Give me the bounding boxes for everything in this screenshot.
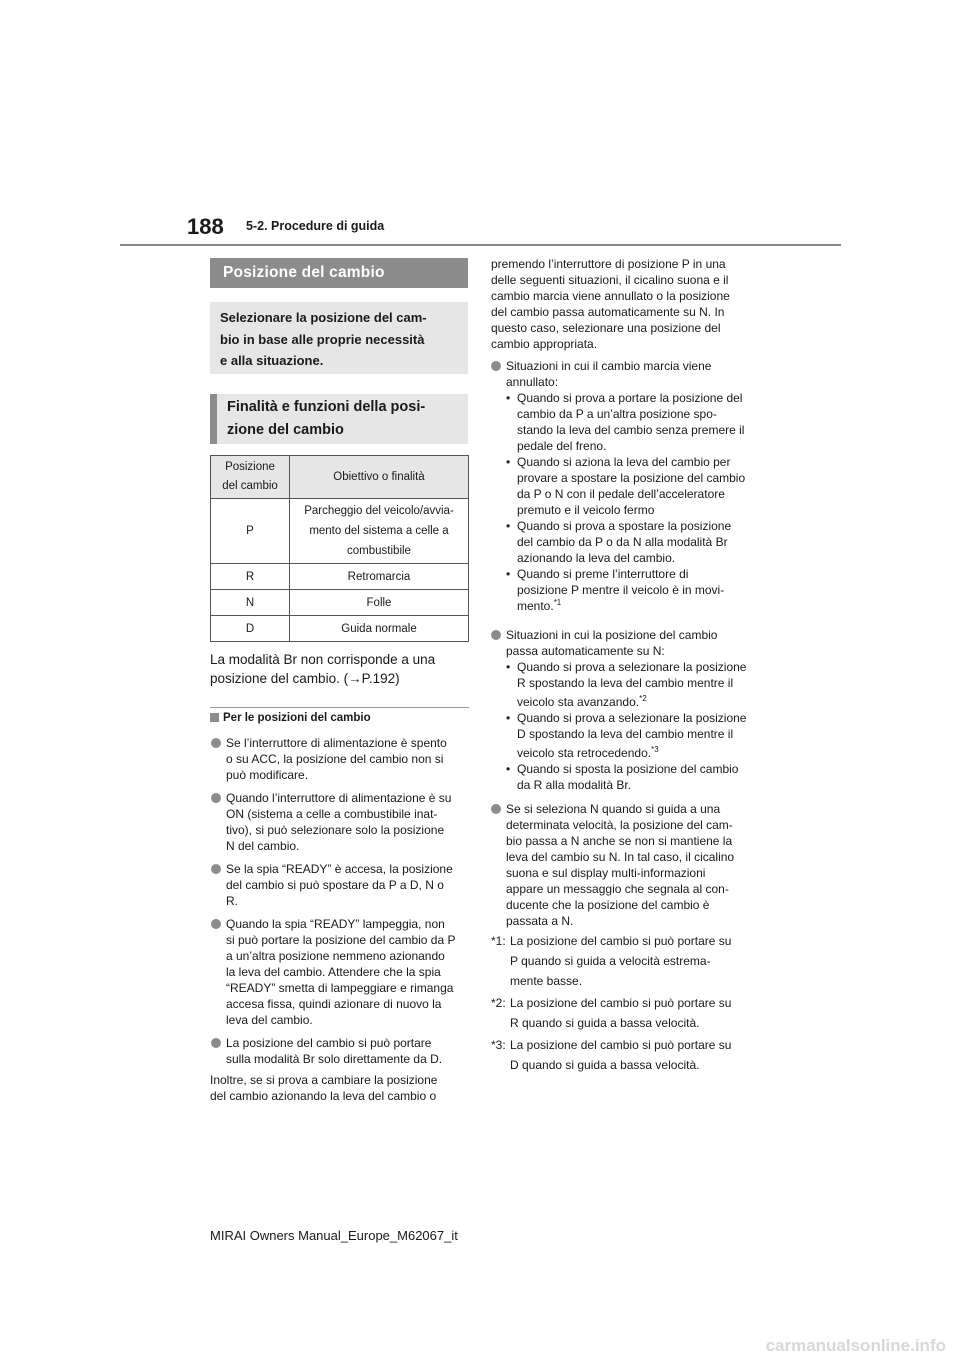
lead-paragraph <box>491 256 753 352</box>
notes-heading <box>210 712 371 724</box>
footnote <box>491 931 753 991</box>
sub-item-line: Quando si prova a selezionare la posizione <box>517 660 747 674</box>
note-bullet <box>211 735 471 785</box>
lead-line: premendo l’interruttore di posizione P in una <box>491 257 726 271</box>
footnote-ref: *3 <box>651 745 659 754</box>
table-header-position <box>211 456 290 499</box>
bullet-line: sulla modalità Br solo direttamente da D. <box>226 1052 443 1066</box>
intro-line: Selezionare la posizione del cam- <box>220 310 427 325</box>
gear-position: P <box>211 499 290 564</box>
intro-line: e alla situazione. <box>220 353 324 368</box>
lead-line: del cambio passa automaticamente su N. In <box>491 305 725 319</box>
bullet-line: Situazioni in cui la posizione del cambio <box>506 628 718 642</box>
footnote-mark: *2: <box>491 996 506 1010</box>
bullet-line: annullato: <box>506 375 559 389</box>
gear-position: R <box>211 564 290 590</box>
dot-marker: • <box>506 660 511 674</box>
sub-item-line: posizione P mentre il veicolo è in movi- <box>517 583 725 597</box>
dot-marker: • <box>506 567 511 581</box>
situation-bullet <box>491 358 753 616</box>
footnote-line: R quando si guida a bassa velocità. <box>510 1016 700 1030</box>
footnote-text <box>510 1035 731 1075</box>
bullet-line: Situazioni in cui il cambio marcia viene <box>506 359 712 373</box>
tail-line: Inoltre, se si prova a cambiare la posizione <box>210 1073 438 1087</box>
sub-item-line: da R alla modalità Br. <box>517 778 632 792</box>
section-title: Posizione del cambio <box>210 258 468 288</box>
note-bullet <box>211 861 471 911</box>
bullet-line: passata a N. <box>506 914 574 928</box>
situation-bullet <box>491 801 753 931</box>
sub-item <box>506 454 753 518</box>
footnote-line: P quando si guida a velocità estrema- <box>510 954 711 968</box>
footnote <box>491 1035 753 1075</box>
dot-marker: • <box>506 762 511 776</box>
bullet-line: può modificare. <box>226 768 309 782</box>
bullet-line: “READY” smetta di lampeggiare e rimanga <box>226 981 454 995</box>
bullet-line: La posizione del cambio si può portare <box>226 1036 432 1050</box>
bullet-text <box>226 916 455 1028</box>
gear-position: D <box>211 616 290 642</box>
br-note <box>210 650 435 688</box>
lead-line: cambio appropriata. <box>491 337 598 351</box>
bullet-dot-icon <box>211 793 221 803</box>
page-number: 188 <box>187 214 224 239</box>
sub-item <box>506 761 753 793</box>
intro-line: bio in base alle proprie necessità <box>220 331 425 347</box>
bullet-text <box>226 861 453 909</box>
footnote-text <box>510 931 731 991</box>
section-label: 5-2. Procedure di guida <box>246 219 385 233</box>
lead-line: delle seguenti situazioni, il cicalino suona e il <box>491 273 729 287</box>
bullet-dot-icon <box>211 919 221 929</box>
bullet-line: ON (sistema a celle a combustibile inat- <box>226 807 438 821</box>
tail-line: del cambio azionando la leva del cambio o <box>210 1089 437 1103</box>
sub-item-line: stando la leva del cambio senza premere il <box>517 423 745 437</box>
footnote-text <box>510 993 731 1033</box>
dot-marker: • <box>506 519 511 533</box>
bullet-text <box>226 790 451 854</box>
table-header-row <box>211 456 469 499</box>
br-note-line: La modalità Br non corrisponde a una <box>210 652 436 667</box>
sub-item <box>506 659 753 710</box>
lead-line: questo caso, selezionare una posizione del <box>491 321 721 335</box>
header-line: Obiettivo o finalità <box>333 470 425 483</box>
bullet-line: Se l’interruttore di alimentazione è spento <box>226 736 447 750</box>
purpose-line: combustibile <box>347 545 411 557</box>
sub-item-text: veicolo sta avanzando. <box>517 695 640 709</box>
sub-item-line: provare a spostare la posizione del cambio <box>517 471 746 485</box>
gear-purpose: Guida normale <box>290 616 469 642</box>
dot-marker: • <box>506 711 511 725</box>
tail-paragraph <box>210 1072 470 1104</box>
bullet-line: Se la spia “READY” è accesa, la posizione <box>226 862 453 876</box>
bullet-dot-icon <box>211 864 221 874</box>
watermark: carmanualsonline.info <box>765 1336 946 1355</box>
sub-item-line <box>517 694 753 710</box>
sub-item-line: Quando si prova a spostare la posizione <box>517 519 732 533</box>
footnote-line: D quando si guida a bassa velocità. <box>510 1058 700 1072</box>
sub-item-line: R spostando la leva del cambio mentre il <box>517 676 734 690</box>
dot-marker: • <box>506 455 511 469</box>
bullet-line: la leva del cambio. Attendere che la spia <box>226 965 441 979</box>
notes-heading-text: Per le posizioni del cambio <box>223 712 371 724</box>
bullet-line: si può portare la posizione del cambio da P <box>226 933 456 947</box>
sub-item-line <box>517 745 753 761</box>
sub-item <box>506 566 753 614</box>
subsection-line: zione del cambio <box>227 422 344 438</box>
subsection-title <box>210 394 468 444</box>
purpose-line: mento del sistema a celle a <box>309 525 449 537</box>
bullet-line: Quando la spia “READY” lampeggia, non <box>226 917 445 931</box>
bullet-line: ducente che la posizione del cambio è <box>506 898 710 912</box>
bullet-text <box>506 358 753 614</box>
sub-item-line: Quando si prova a selezionare la posizione <box>517 711 747 725</box>
sub-item-line: cambio da P a un’altra posizione spo- <box>517 407 717 421</box>
manual-id: MIRAI Owners Manual_Europe_M62067_it <box>210 1228 458 1243</box>
sub-item-line <box>517 598 753 614</box>
footnote-line: La posizione del cambio si può portare su <box>510 934 732 948</box>
sub-item-line: da P o N con il pedale dell’acceleratore <box>517 487 725 501</box>
sub-item-text: mento. <box>517 599 554 613</box>
table-row <box>211 499 469 564</box>
footnote-mark: *3: <box>491 1038 506 1052</box>
bullet-line: suona e sul display multi-informazioni <box>506 866 706 880</box>
sub-item-text: veicolo sta retrocedendo. <box>517 746 652 760</box>
sub-item <box>506 518 753 566</box>
bullet-line: tivo), si può selezionare solo la posizione <box>226 823 445 837</box>
bullet-line: del cambio si può spostare da P a D, N o <box>226 878 444 892</box>
table-row <box>211 564 469 590</box>
footnote <box>491 993 753 1033</box>
bullet-line: determinata velocità, la posizione del cam- <box>506 818 733 832</box>
sub-item-line: del cambio da P o da N alla modalità Br <box>517 535 728 549</box>
footnote-line: La posizione del cambio si può portare su <box>510 996 732 1010</box>
bullet-dot-icon <box>491 804 501 814</box>
bullet-line: leva del cambio. <box>226 1013 313 1027</box>
footnote-line: La posizione del cambio si può portare su <box>510 1038 732 1052</box>
bullet-line: N del cambio. <box>226 839 300 853</box>
gear-purpose <box>290 499 469 564</box>
footnote-ref: *1 <box>553 598 562 607</box>
note-bullet <box>211 916 471 1030</box>
note-bullet <box>211 1035 471 1069</box>
situation-bullet <box>491 627 753 797</box>
bullet-line: Se si seleziona N quando si guida a una <box>506 802 721 816</box>
bullet-line: passa automaticamente su N: <box>506 644 665 658</box>
gear-purpose: Folle <box>290 590 469 616</box>
gear-table <box>210 455 469 642</box>
bullet-dot-icon <box>211 1038 221 1048</box>
footnote-mark: *1: <box>491 934 506 948</box>
sub-item-line: pedale del freno. <box>517 439 607 453</box>
bullet-dot-icon <box>491 361 501 371</box>
sub-item-line: Quando si preme l’interruttore di <box>517 567 689 581</box>
bullet-line: a un’altra posizione nemmeno azionando <box>226 949 445 963</box>
bullet-line: R. <box>226 894 238 908</box>
intro-box <box>210 302 468 374</box>
dot-marker: • <box>506 391 511 405</box>
sub-item-line: Quando si sposta la posizione del cambio <box>517 762 739 776</box>
square-bullet-icon <box>210 713 219 722</box>
bullet-line: leva del cambio su N. In tal caso, il cicalino <box>506 850 735 864</box>
bullet-text <box>506 627 753 793</box>
bullet-text <box>226 1035 442 1067</box>
bullet-text <box>226 735 447 783</box>
table-row <box>211 616 469 642</box>
bullet-line: accesa fissa, quindi azionare di nuovo la <box>226 997 442 1011</box>
sub-item-line: D spostando la leva del cambio mentre il <box>517 727 734 741</box>
purpose-line: Parcheggio del veicolo/avvia- <box>304 505 454 517</box>
subsection-line: Finalità e funzioni della posi- <box>227 399 426 415</box>
sub-item-line: Quando si prova a portare la posizione del <box>517 391 743 405</box>
header-line: del cambio <box>222 480 278 492</box>
bullet-text <box>506 801 753 929</box>
sub-item <box>506 710 753 761</box>
bullet-line: appare un messaggio che segnala al con- <box>506 882 729 896</box>
lead-line: cambio marcia viene annullato o la posizione <box>491 289 730 303</box>
notes-rule <box>210 707 469 708</box>
bullet-dot-icon <box>211 738 221 748</box>
header-rule <box>120 244 841 246</box>
gear-position: N <box>211 590 290 616</box>
sub-item <box>506 390 753 454</box>
bullet-dot-icon <box>491 630 501 640</box>
sub-item-line: premuto e il veicolo fermo <box>517 503 655 517</box>
table-row <box>211 590 469 616</box>
note-bullet <box>211 790 471 856</box>
footnote-ref: *2 <box>639 694 647 703</box>
br-note-line: posizione del cambio. (→P.192) <box>210 671 400 686</box>
sub-item-line: azionando la leva del cambio. <box>517 551 676 565</box>
table-header-purpose <box>290 456 469 499</box>
bullet-line: bio passa a N anche se non si mantiene la <box>506 834 733 848</box>
sub-item-line: Quando si aziona la leva del cambio per <box>517 455 731 469</box>
header-line: Posizione <box>225 461 275 473</box>
footnote-line: mente basse. <box>510 974 583 988</box>
bullet-line: Quando l’interruttore di alimentazione è su <box>226 791 452 805</box>
bullet-line: o su ACC, la posizione del cambio non si <box>226 752 444 766</box>
gear-purpose: Retromarcia <box>290 564 469 590</box>
